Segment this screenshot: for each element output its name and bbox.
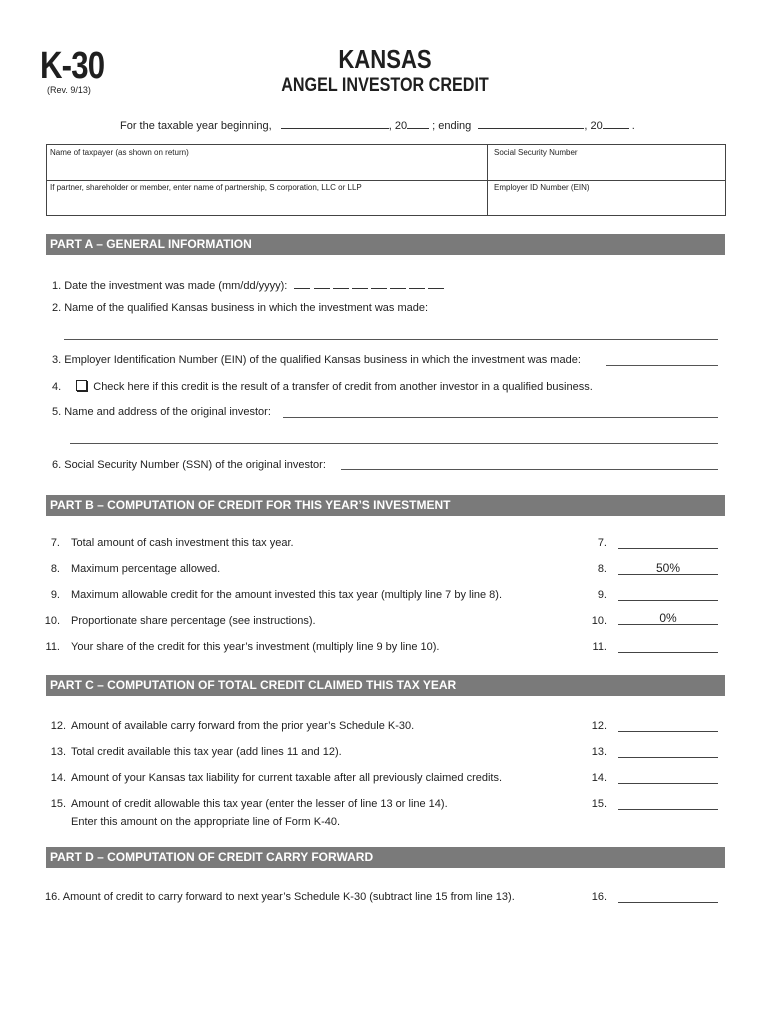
line-8-text: Maximum percentage allowed. bbox=[71, 563, 221, 575]
ein-field[interactable]: Employer ID Number (EIN) bbox=[494, 183, 590, 192]
line-4-number: 4. bbox=[52, 381, 62, 393]
year-prefix-2: , 20 bbox=[584, 120, 603, 132]
beginning-year-field[interactable] bbox=[407, 117, 429, 129]
line-14-text: Amount of your Kansas tax liability for current taxable after all previously claimed credits. bbox=[71, 772, 503, 784]
part-c-header: PART C – COMPUTATION OF TOTAL CREDIT CLAIMED THIS TAX YEAR bbox=[46, 675, 725, 696]
line-11-ref: 11. bbox=[592, 641, 607, 653]
line-12-ref: 12. bbox=[591, 720, 607, 732]
line-7-number: 7. bbox=[50, 537, 60, 549]
line-7-amount-field[interactable] bbox=[618, 536, 718, 549]
form-title: ANGEL INVESTOR CREDIT bbox=[281, 75, 489, 96]
partnership-name-field[interactable]: If partner, shareholder or member, enter name of partnership, S corporation, LLC or LLP bbox=[50, 183, 362, 192]
line-15-instruction: Enter this amount on the appropriate line of Form K-40. bbox=[71, 816, 341, 828]
transfer-credit-checkbox[interactable] bbox=[76, 380, 87, 391]
line-8-percentage-field[interactable]: 50% bbox=[618, 562, 718, 575]
tax-year-end-mark: . bbox=[631, 120, 635, 132]
taxpayer-id-box bbox=[46, 144, 726, 216]
line-5-text: 5. Name and address of the original investor: bbox=[52, 406, 271, 418]
line-10-ref: 10. bbox=[591, 615, 607, 627]
line-6-text: 6. Social Security Number (SSN) of the original investor: bbox=[52, 459, 326, 471]
tax-year-ending-label: ; ending bbox=[432, 120, 472, 132]
part-a-header: PART A – GENERAL INFORMATION bbox=[46, 234, 725, 255]
line-10-number: 10. bbox=[44, 615, 60, 627]
ending-date-field[interactable] bbox=[478, 117, 584, 129]
line-15-number: 15. bbox=[50, 798, 66, 810]
line-1-text: 1. Date the investment was made (mm/dd/yyyy): bbox=[52, 280, 288, 292]
line-16-text: 16. Amount of credit to carry forward to next year’s Schedule K-30 (subtract line 15 from line 13). bbox=[45, 891, 515, 903]
line-4 bbox=[52, 380, 593, 393]
line-16-amount-field[interactable] bbox=[618, 890, 718, 903]
ending-year-field[interactable] bbox=[603, 117, 629, 129]
line-13-ref: 13. bbox=[591, 746, 607, 758]
line-9-amount-field[interactable] bbox=[618, 588, 718, 601]
line-4-text: Check here if this credit is the result of a transfer of credit from another investor in a qualified business. bbox=[93, 381, 593, 393]
line-12-text: Amount of available carry forward from the prior year’s Schedule K-30. bbox=[71, 720, 415, 732]
business-ein-field[interactable] bbox=[606, 365, 718, 366]
line-15-ref: 15. bbox=[591, 798, 607, 810]
line-10-percentage-field[interactable]: 0% bbox=[618, 612, 718, 625]
line-13-amount-field[interactable] bbox=[618, 745, 718, 758]
revision-date: (Rev. 9/13) bbox=[47, 85, 91, 95]
line-13-number: 13. bbox=[50, 746, 66, 758]
beginning-date-field[interactable] bbox=[281, 117, 389, 129]
line-9-number: 9. bbox=[50, 589, 60, 601]
line-8-number: 8. bbox=[50, 563, 60, 575]
part-b-header: PART B – COMPUTATION OF CREDIT FOR THIS YEAR’S INVESTMENT bbox=[46, 495, 725, 516]
line-3-text: 3. Employer Identification Number (EIN) of the qualified Kansas business in which the investment was made: bbox=[52, 354, 581, 366]
line-11-text: Your share of the credit for this year’s investment (multiply line 9 by line 10). bbox=[71, 641, 440, 653]
line-16-ref: 16. bbox=[591, 891, 607, 903]
original-investor-address-field[interactable] bbox=[70, 443, 718, 444]
line-8-ref: 8. bbox=[597, 563, 607, 575]
line-1 bbox=[52, 277, 444, 292]
tax-year-beginning-label: For the taxable year beginning, bbox=[120, 120, 272, 132]
form-id: K-30 bbox=[40, 45, 105, 87]
investment-date-field[interactable] bbox=[294, 277, 443, 292]
line-12-amount-field[interactable] bbox=[618, 719, 718, 732]
tax-year-line bbox=[120, 117, 635, 132]
line-15-text: Amount of credit allowable this tax year (enter the lesser of line 13 or line 14). bbox=[71, 798, 448, 810]
line-14-amount-field[interactable] bbox=[618, 771, 718, 784]
year-prefix-1: , 20 bbox=[388, 120, 408, 132]
line-14-ref: 14. bbox=[591, 772, 607, 784]
ssn-field[interactable]: Social Security Number bbox=[494, 148, 578, 157]
original-investor-ssn-field[interactable] bbox=[341, 469, 718, 470]
line-7-ref: 7. bbox=[597, 537, 607, 549]
line-15-amount-field[interactable] bbox=[618, 797, 718, 810]
business-name-field[interactable] bbox=[64, 339, 718, 340]
line-2-text: 2. Name of the qualified Kansas business in which the investment was made: bbox=[52, 302, 429, 314]
part-d-header: PART D – COMPUTATION OF CREDIT CARRY FORWARD bbox=[46, 847, 725, 868]
line-10-text: Proportionate share percentage (see instructions). bbox=[71, 615, 316, 627]
line-13-text: Total credit available this tax year (add lines 11 and 12). bbox=[71, 746, 342, 758]
line-9-ref: 9. bbox=[597, 589, 607, 601]
line-12-number: 12. bbox=[50, 720, 66, 732]
line-11-number: 11. bbox=[45, 641, 60, 653]
line-7-text: Total amount of cash investment this tax year. bbox=[71, 537, 294, 549]
taxpayer-name-field[interactable]: Name of taxpayer (as shown on return) bbox=[50, 148, 189, 157]
id-box-horizontal-divider bbox=[47, 180, 725, 181]
original-investor-name-field[interactable] bbox=[283, 417, 718, 418]
line-14-number: 14. bbox=[50, 772, 66, 784]
line-11-amount-field[interactable] bbox=[618, 640, 718, 653]
line-9-text: Maximum allowable credit for the amount invested this tax year (multiply line 7 by line 8). bbox=[71, 589, 503, 601]
state-title: KANSAS bbox=[338, 44, 432, 74]
